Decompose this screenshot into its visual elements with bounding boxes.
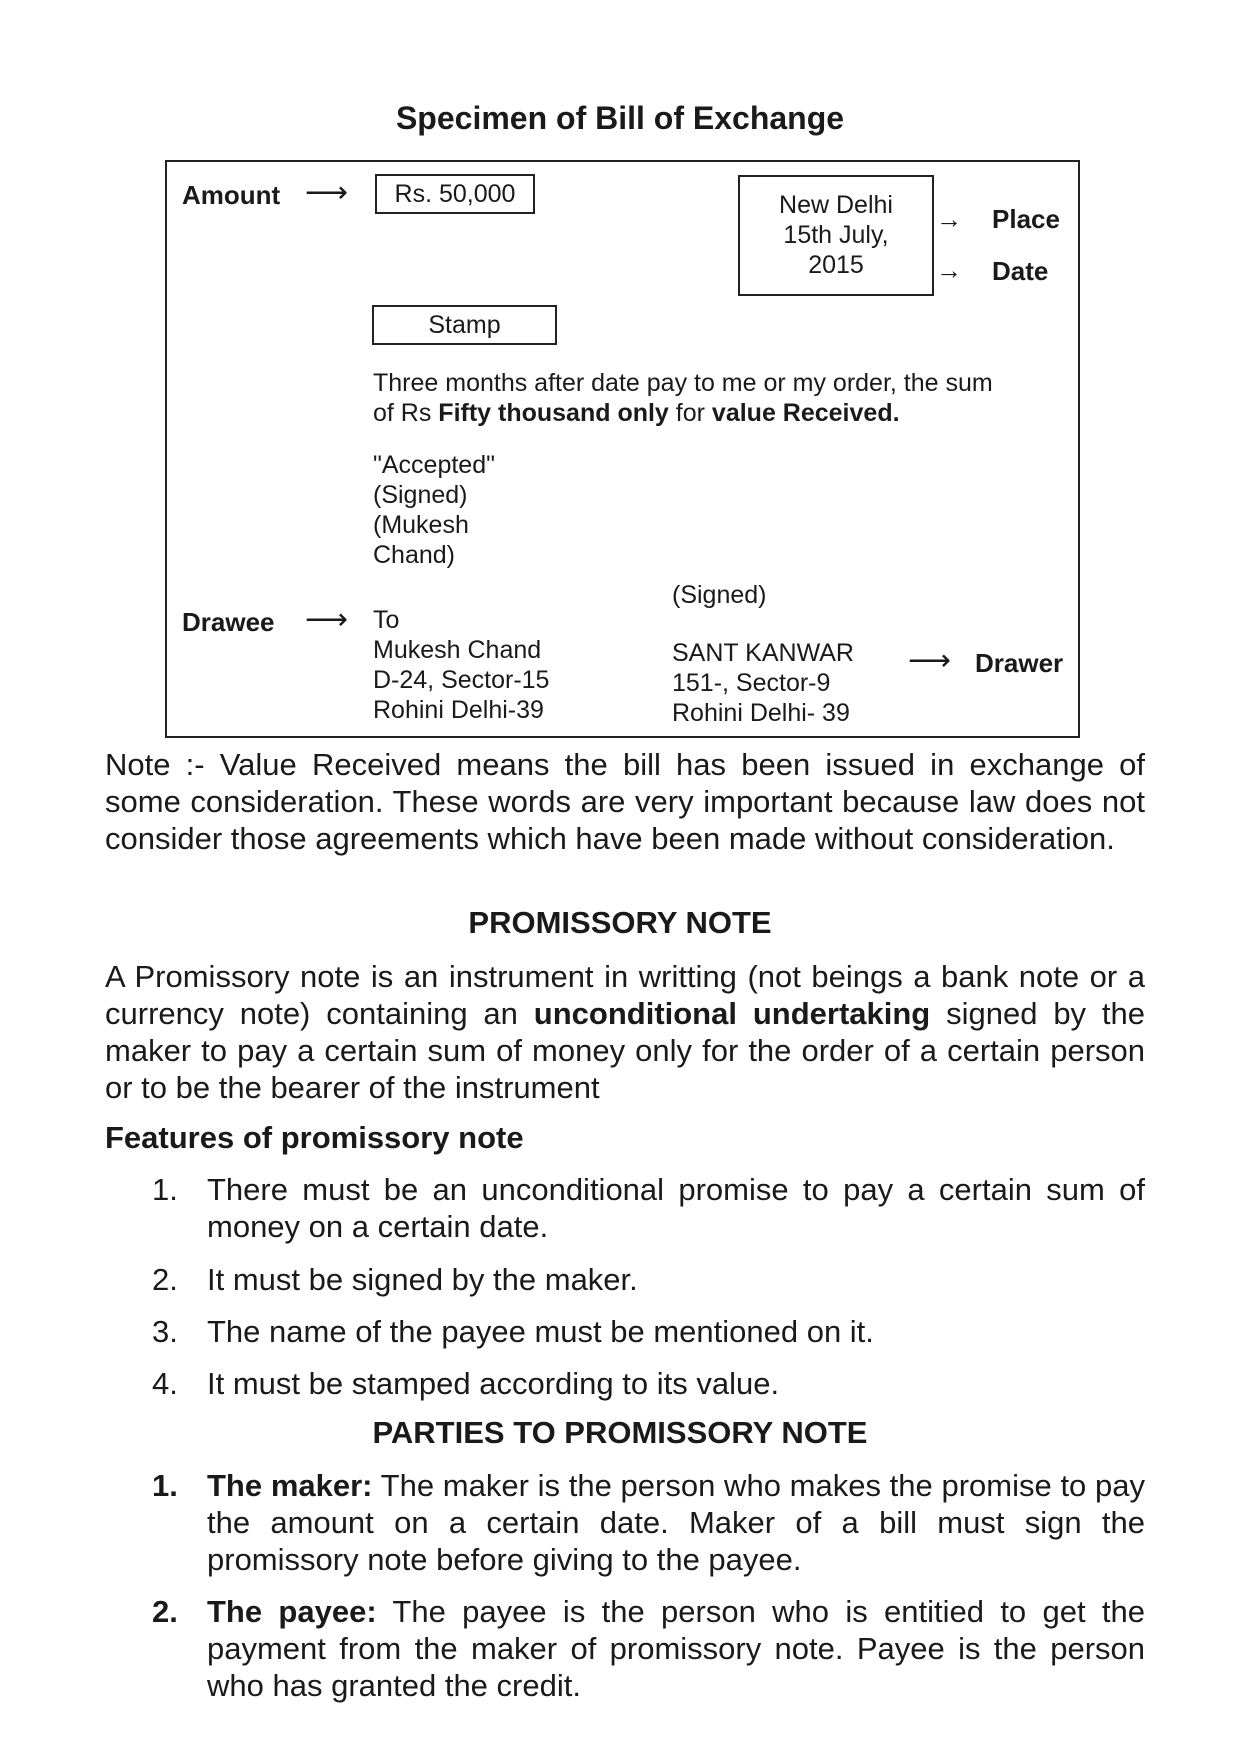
date-line-2: 2015 <box>808 251 864 279</box>
unconditional-undertaking: unconditional undertaking <box>533 996 931 1031</box>
order-amount-words: Fifty thousand only <box>438 399 669 427</box>
date-label: Date <box>992 256 1049 286</box>
drawer-address <box>672 638 854 728</box>
parties-heading: PARTIES TO PROMISSORY NOTE <box>372 1415 868 1450</box>
order-line-2: of Rs Fifty thousand only for value Received. <box>373 399 900 427</box>
accepted-line: Chand) <box>373 541 455 569</box>
list-item: 1. The maker: The maker is the person who makes the promise to pay the amount on a certain date. Maker of a bill must sign the promissory note before giving to the payee. <box>152 1468 1145 1577</box>
drawee-line: To <box>373 606 400 634</box>
drawee-line: Rohini Delhi-39 <box>373 696 544 724</box>
amount-box: Rs. 50,000 <box>375 174 535 214</box>
drawer-line: SANT KANWAR <box>672 639 854 667</box>
drawer-signed: (Signed) <box>672 581 767 609</box>
drawer-line: 151-, Sector-9 <box>672 669 831 697</box>
note-paragraph: Note :- Value Received means the bill has been issued in exchange of some consideration. These words are very important because law does not consider those agreements which have been made without consideration. <box>105 747 1145 856</box>
date-arrow-icon: → <box>936 255 962 285</box>
place-text: New Delhi <box>779 191 893 219</box>
stamp-box: Stamp <box>372 305 557 345</box>
promissory-heading: PROMISSORY NOTE <box>468 905 772 940</box>
drawer-arrow-icon: ⟶ <box>908 644 952 677</box>
drawer-label: Drawer <box>975 648 1064 678</box>
accepted-line: (Mukesh <box>373 511 469 539</box>
list-item: 3. The name of the payee must be mentioned on it. <box>152 1314 874 1349</box>
place-label: Place <box>992 204 1060 234</box>
drawee-line: D-24, Sector-15 <box>373 666 550 694</box>
amount-arrow-icon: ⟶ <box>305 176 349 209</box>
list-item: 4. It must be stamped according to its value. <box>152 1366 780 1401</box>
drawer-line: Rohini Delhi- 39 <box>672 699 850 727</box>
place-arrow-icon: → <box>936 204 962 234</box>
date-line-1: 15th July, <box>783 221 889 249</box>
accepted-line: (Signed) <box>373 481 468 509</box>
party-term: The maker: <box>207 1468 373 1503</box>
list-item: 2. It must be signed by the maker. <box>152 1262 638 1297</box>
order-text <box>373 368 1073 428</box>
promissory-definition: A Promissory note is an instrument in writting (not beings a bank note or a currency note) containing an unconditional undertaking signed by the maker to pay a certain sum of money only for the order of a certain person or to be the bearer of the instrument <box>105 959 1146 1105</box>
party-term: The payee: <box>207 1594 377 1629</box>
drawee-label: Drawee <box>182 607 275 637</box>
list-item: 2. The payee: The payee is the person who is entitied to get the payment from the maker of promissory note. Payee is the person who has granted the credit. <box>152 1594 1145 1703</box>
amount-label: Amount <box>182 180 281 210</box>
drawee-line: Mukesh Chand <box>373 636 542 664</box>
specimen-title: Specimen of Bill of Exchange <box>395 100 845 136</box>
acceptance-block <box>373 450 495 570</box>
drawee-arrow-icon: ⟶ <box>305 603 349 636</box>
list-item: 1. There must be an unconditional promise to pay a certain sum of money on a certain date. <box>152 1172 1145 1244</box>
accepted-line: "Accepted" <box>373 451 495 479</box>
place-date-box <box>738 175 934 296</box>
drawee-address <box>373 605 549 725</box>
order-line-1: Three months after date pay to me or my order, the sum <box>373 369 993 397</box>
order-value-received: value Received. <box>711 399 900 427</box>
features-heading: Features of promissory note <box>105 1120 524 1155</box>
